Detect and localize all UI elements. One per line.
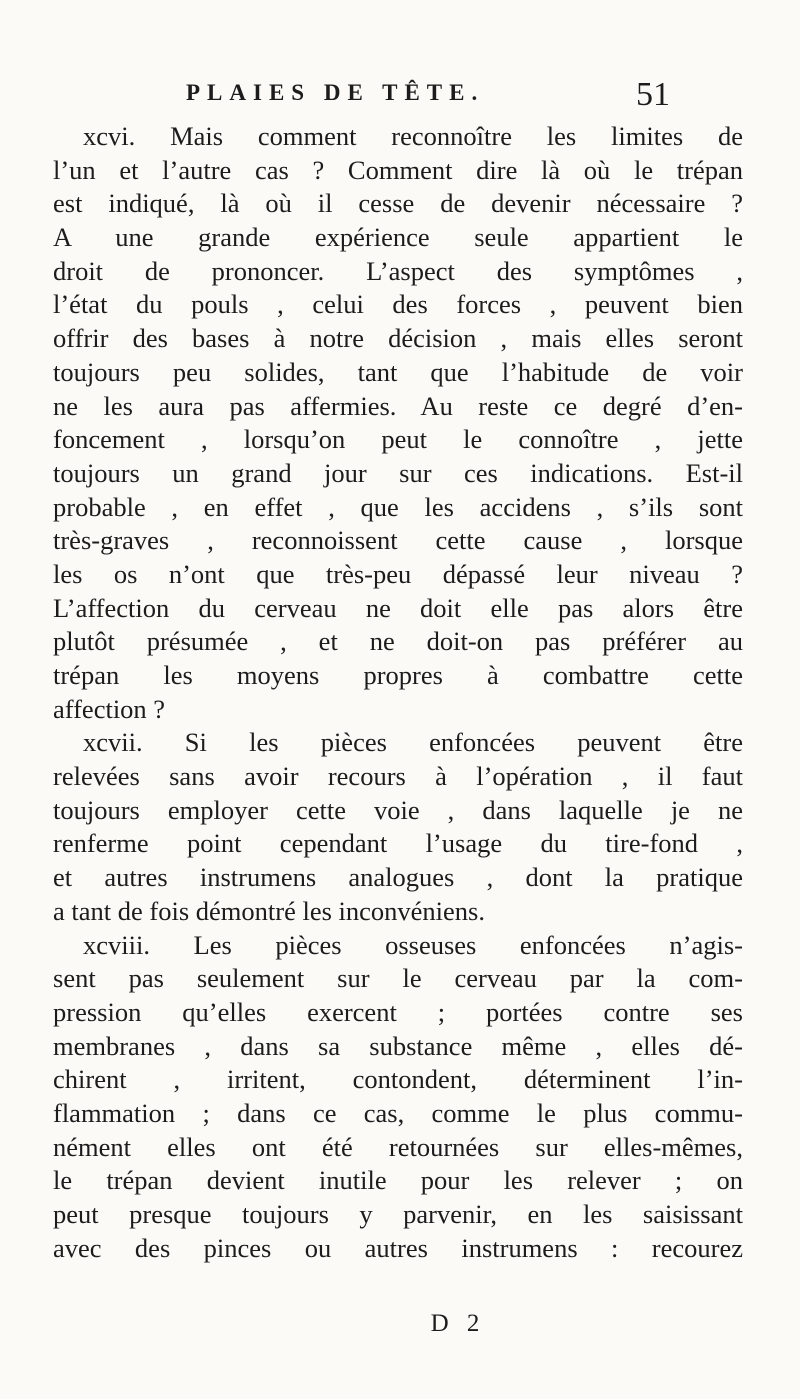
- text-line: plutôt présumée , et ne doit-on pas préférer au: [53, 626, 743, 657]
- text-line: le trépan devient inutile pour les relever ; on: [53, 1165, 743, 1196]
- text-line: xcviii. Les pièces osseuses enfoncées n’agis-: [83, 929, 743, 960]
- text-line: ne les aura pas affermies. Au reste ce degré d’en-: [53, 390, 743, 421]
- text-line: toujours peu solides, tant que l’habitude de voir: [53, 356, 743, 387]
- text-line: affection ?: [53, 693, 166, 724]
- text-line: peut presque toujours y parvenir, en les saisissant: [53, 1199, 743, 1229]
- text-line: a tant de fois démontré les inconvéniens.: [53, 895, 485, 926]
- signature-mark-text: D 2: [430, 1310, 486, 1337]
- text-line: chirent , irritent, contondent, déterminent l’in-: [53, 1064, 743, 1095]
- text-line: pression qu’elles exercent ; portées contre ses: [53, 996, 743, 1027]
- text-line: probable , en effet , que les accidens , s’ils sont: [53, 491, 743, 522]
- text-line: et autres instrumens analogues , dont la pratique: [53, 862, 743, 893]
- text-line: sent pas seulement sur le cerveau par la com-: [53, 963, 743, 994]
- text-line: xcvii. Si les pièces enfoncées peuvent être: [83, 727, 743, 758]
- body-text: [53, 120, 743, 1265]
- signature-mark: [0, 1310, 800, 1346]
- page-number: 51: [636, 76, 670, 113]
- text-line: nément elles ont été retournées sur elles-mêmes,: [53, 1131, 743, 1162]
- text-line: les os n’ont que très-peu dépassé leur niveau ?: [53, 558, 743, 589]
- text-line: l’un et l’autre cas ? Comment dire là où le trépan: [53, 154, 743, 185]
- text-line: foncement , lorsqu’on peut le connoître , jette: [53, 424, 743, 455]
- text-line: offrir des bases à notre décision , mais elles seront: [53, 323, 743, 354]
- text-line: xcvi. Mais comment reconnoître les limites de: [83, 121, 743, 151]
- text-line: toujours un grand jour sur ces indications. Est-il: [53, 457, 743, 488]
- text-line: très-graves , reconnoissent cette cause , lorsque: [53, 525, 743, 556]
- text-line: flammation ; dans ce cas, comme le plus commu-: [53, 1097, 743, 1128]
- text-line: trépan les moyens propres à combattre cette: [53, 660, 743, 690]
- text-line: renferme point cependant l’usage du tire-fond ,: [53, 828, 743, 859]
- text-line: relevées sans avoir recours à l’opération , il faut: [53, 761, 743, 792]
- text-line: est indiqué, là où il cesse de devenir nécessaire ?: [53, 188, 743, 219]
- text-line: membranes , dans sa substance même , elles dé-: [53, 1030, 743, 1061]
- running-title: PLAIES DE TÊTE.: [186, 80, 485, 105]
- running-head: [170, 76, 670, 116]
- text-line: l’état du pouls , celui des forces , peuvent bien: [53, 289, 743, 320]
- text-line: avec des pinces ou autres instrumens : recourez: [53, 1232, 743, 1263]
- text-line: A une grande expérience seule appartient le: [53, 222, 743, 253]
- text-line: L’affection du cerveau ne doit elle pas alors être: [53, 592, 743, 623]
- text-line: toujours employer cette voie , dans laquelle je ne: [53, 794, 743, 825]
- text-line: droit de prononcer. L’aspect des symptômes ,: [53, 255, 743, 286]
